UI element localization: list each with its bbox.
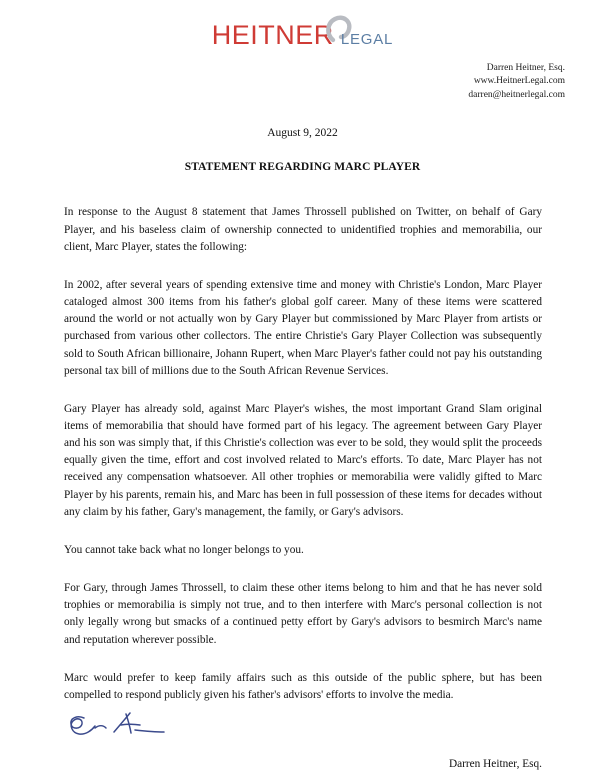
contact-email[interactable]: darren@heitnerlegal.com [468,89,565,100]
letter-date: August 9, 2022 [267,127,338,140]
logo-secondary-text: LEGAL [340,31,394,48]
letterhead [0,0,605,49]
contact-website[interactable]: www.HeitnerLegal.com [473,76,565,87]
contact-name: Darren Heitner, Esq. [486,63,565,73]
company-logo [212,22,393,49]
letter-body [0,204,605,704]
contact-block [0,62,605,102]
body-paragraph: Gary Player has already sold, against Marc Player's wishes, the most important Grand Slam original items of memorabilia that should have formed part of his legacy. The agreement between Gary Player and his son was simply that, if this Christie's collection was ever to be sold, they would split the proceeds equally given the time, effort and cost involved related to Marc's efforts. To date, Marc Player has not received any compensation whatsoever. All other trophies or memorabilia were validly gifted to Marc Player by his parents, remain his, and Marc has been in full possession of these items for decades without any claim by his father, Gary's management, the family, or Gary's advisors. [64,402,542,518]
logo-primary-text: HEITNER [211,20,334,50]
body-paragraph: For Gary, through James Throssell, to claim these other items belong to him and that he has never sold trophies or memorabilia is simply not true, and to then interfere with Marc's personal collection is not only legally wrong but smacks of a continued petty effort by Gary's advisors to besmirch Marc's name and reputation wherever possible. [64,582,542,646]
signature-area [0,708,605,752]
body-paragraph: In response to the August 8 statement that James Throssell published on Twitter, on behalf of Gary Player, and his baseless claim of ownership connected to unidentified trophies and memorabilia, our client, Marc Player, states the following: [64,206,542,253]
body-paragraph: In 2002, after several years of spending extensive time and money with Christie's London, Marc Player cataloged almost 300 items from his father's global golf career. Many of these items were scattered around the world or not actually won by Gary Player but commissioned by Marc Player from artists or purchased from various other collectors. The entire Christie's Gary Player Collection was subsequently sold to South African billionaire, Johann Rupert, when Marc Player's father could not pay his outstanding personal tax bill of millions due to the South African Revenue Services. [64,278,542,377]
handwritten-signature-icon [64,708,194,748]
body-paragraph: Marc would prefer to keep family affairs such as this outside of the public sphere, but has been compelled to respond publicly given his father's advisors' efforts to involve the media. [64,671,542,701]
closing-signature-name: Darren Heitner, Esq. [448,758,542,770]
body-paragraph: You cannot take back what no longer belongs to you. [64,543,304,556]
document-title: STATEMENT REGARDING MARC PLAYER [184,161,421,174]
